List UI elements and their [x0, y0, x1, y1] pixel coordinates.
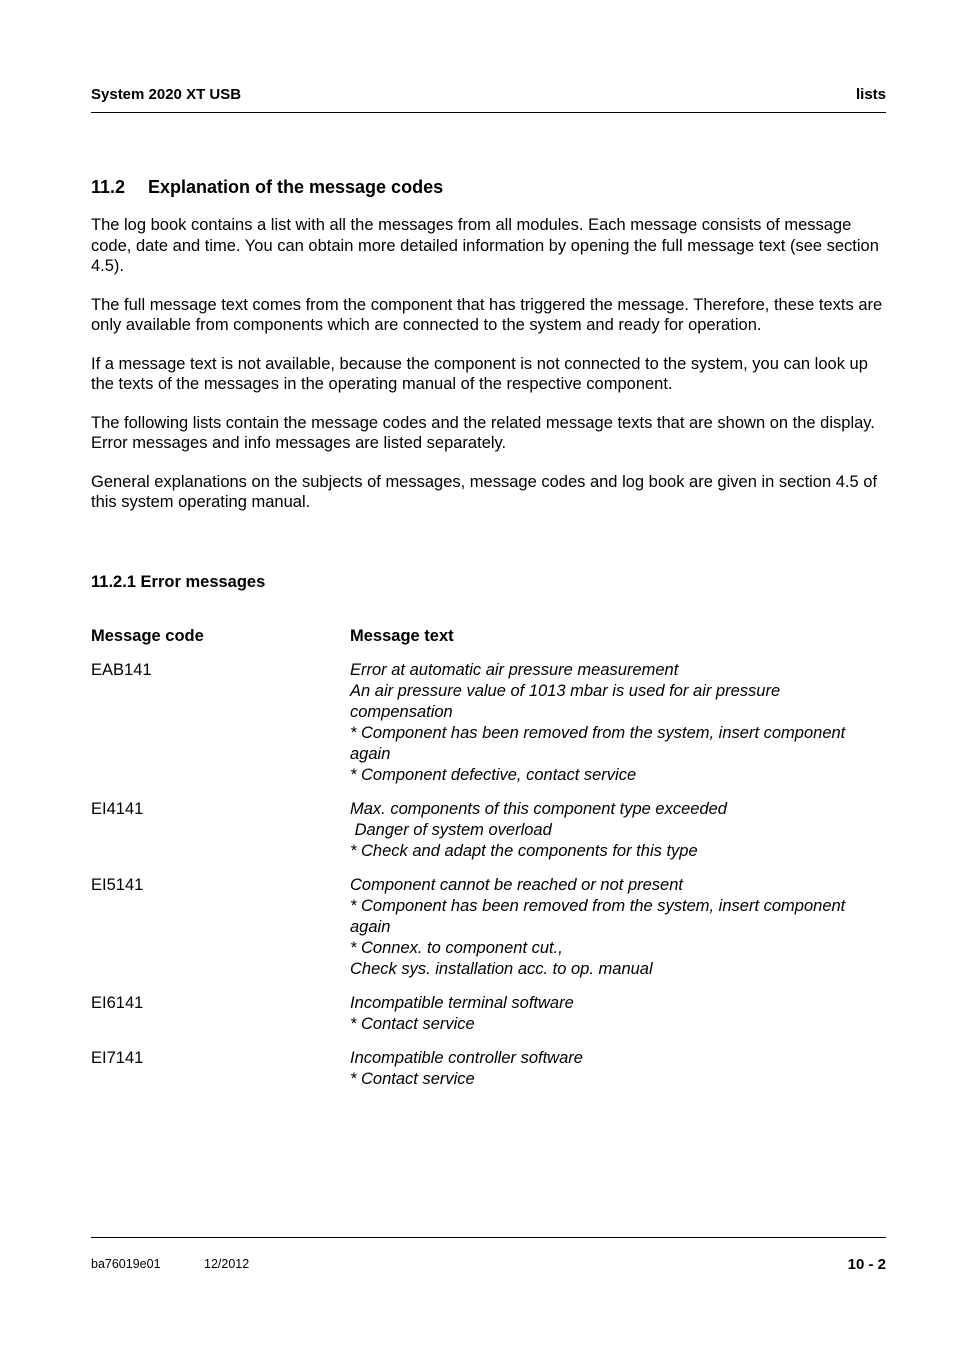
- message-code: EI5141: [91, 876, 144, 894]
- footer-doc-id: ba76019e01: [91, 1257, 161, 1271]
- footer-divider: [91, 1237, 886, 1238]
- message-text: [350, 660, 891, 786]
- page-number: 10 - 2: [847, 1256, 886, 1273]
- message-text-line: * Component has been removed from the system, insert component: [350, 724, 846, 742]
- section-title: Explanation of the message codes: [148, 177, 444, 197]
- paragraph: The log book contains a list with all the messages from all modules. Each message consists of message code, date and time. You can obtain more detailed information by opening the full message text (see section 4.5).: [91, 216, 879, 275]
- subsection-heading: 11.2.1 Error messages: [91, 573, 266, 591]
- message-text-line: * Check and adapt the components for this type: [350, 842, 698, 860]
- message-text: [350, 1048, 891, 1090]
- intro-paragraphs: [91, 215, 891, 531]
- message-text: [350, 993, 891, 1035]
- message-text-line: again: [350, 745, 391, 763]
- message-text-line: Component cannot be reached or not present: [350, 876, 683, 894]
- message-text-line: Error at automatic air pressure measurement: [350, 661, 679, 679]
- message-text-line: again: [350, 918, 391, 936]
- section-number: 11.2: [91, 177, 126, 197]
- column-header-text: Message text: [350, 627, 454, 645]
- message-text-line: An air pressure value of 1013 mbar is used for air pressure: [350, 682, 781, 700]
- message-text-line: Incompatible terminal software: [350, 994, 574, 1012]
- header-divider: [91, 112, 886, 113]
- message-text-line: * Component has been removed from the system, insert component: [350, 897, 846, 915]
- message-code: EI4141: [91, 800, 144, 818]
- table-row: [91, 875, 891, 980]
- error-message-table: [91, 626, 891, 1103]
- header-chapter: lists: [855, 86, 886, 103]
- table-row: [91, 660, 891, 786]
- column-header-code: Message code: [91, 627, 204, 645]
- message-text-line: * Component defective, contact service: [350, 766, 637, 784]
- table-header: [91, 626, 891, 646]
- message-text-line: Max. components of this component type exceeded: [350, 800, 727, 818]
- footer-date: 12/2012: [204, 1257, 250, 1271]
- paragraph: General explanations on the subjects of messages, message codes and log book are given in section 4.5 of this system operating manual.: [91, 472, 878, 511]
- message-text-line: Danger of system overload: [350, 821, 552, 839]
- message-text-line: compensation: [350, 703, 453, 721]
- message-text: [350, 875, 891, 980]
- message-text-line: Incompatible controller software: [350, 1049, 583, 1067]
- message-text-line: Check sys. installation acc. to op. manual: [350, 960, 653, 978]
- paragraph: The following lists contain the message codes and the related message texts that are shown on the display. Error messages and info messages are listed separately.: [91, 413, 875, 452]
- paragraph: If a message text is not available, because the component is not connected to the system, you can look up the texts of the messages in the operating manual of the respective component.: [91, 354, 868, 393]
- section-heading: [91, 176, 443, 198]
- paragraph: The full message text comes from the component that has triggered the message. Therefore, these texts are only available from components which are connected to the system and ready for operation.: [91, 295, 883, 334]
- message-text-line: * Contact service: [350, 1015, 475, 1033]
- table-row: [91, 993, 891, 1035]
- message-text: [350, 799, 891, 862]
- message-text-line: * Connex. to component cut.,: [350, 939, 563, 957]
- message-code: EAB141: [91, 661, 152, 679]
- table-row: [91, 1048, 891, 1090]
- message-code: EI6141: [91, 994, 144, 1012]
- header-title: System 2020 XT USB: [91, 86, 242, 103]
- table-body: [91, 660, 891, 1090]
- message-text-line: * Contact service: [350, 1070, 475, 1088]
- message-code: EI7141: [91, 1049, 144, 1067]
- table-row: [91, 799, 891, 862]
